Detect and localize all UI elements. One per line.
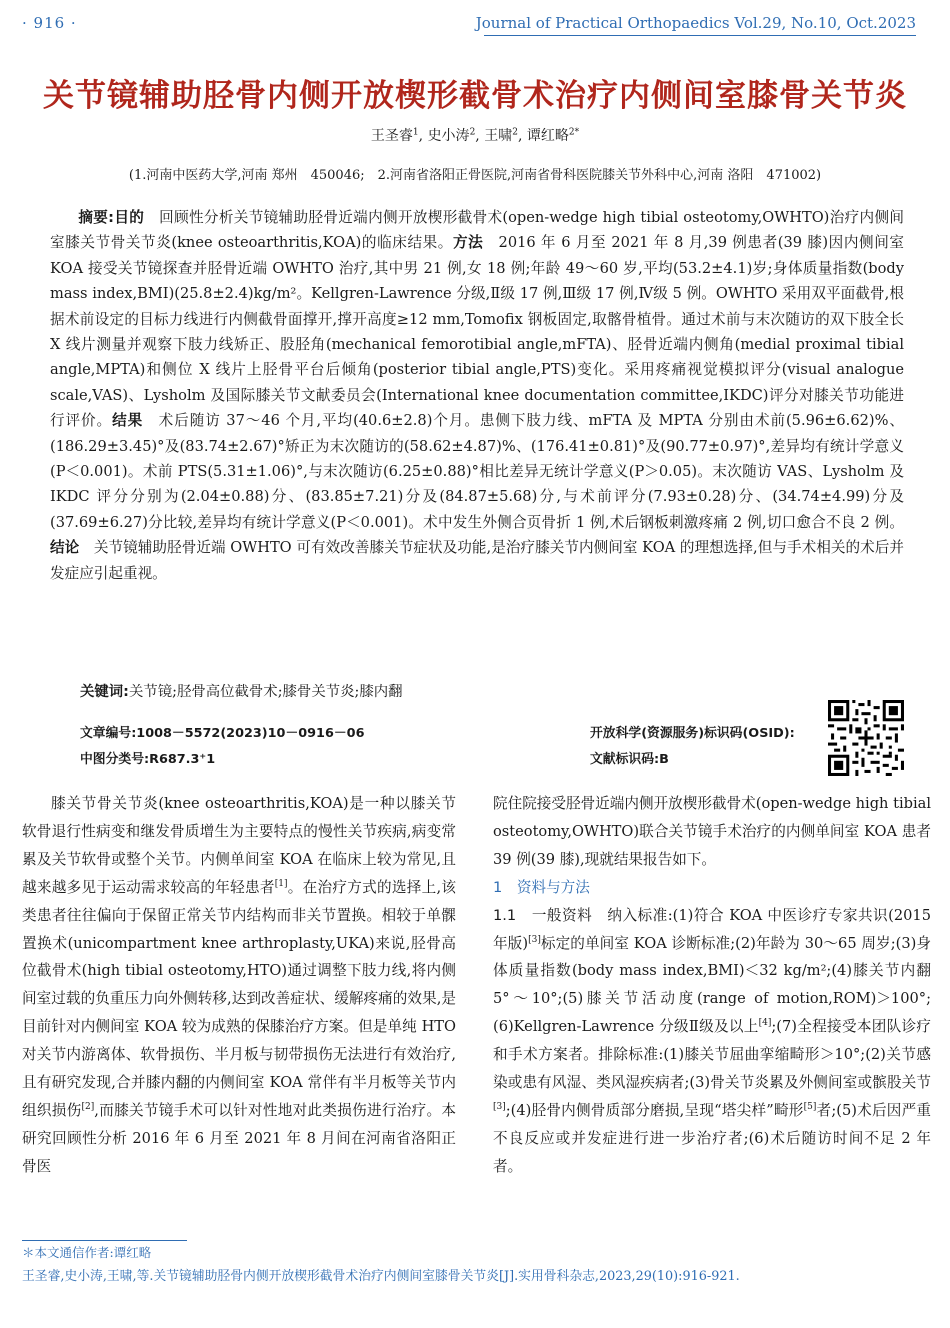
subsection-heading: 1.1 一般资料 (493, 906, 593, 924)
qr-code-icon (828, 700, 904, 776)
author-sup: 1 (412, 127, 419, 138)
conclusion-label: 结论 (50, 539, 80, 557)
body-paragraph (493, 902, 931, 1181)
methods-text: 2016 年 6 月至 2021 年 8 月,39 例患者(39 膝)因内侧间室 KOA 接受关节镜探查并胫骨近端 OWHTO 治疗,其中男 21 例,女 18 例;年龄 49～60 岁,平均(53.2±4.1)岁;身体质量指数(body mass index,BMI)(25.8±2.4)kg/m²。Kellgren-Lawrence 分级,Ⅱ级 17 例,Ⅲ级 17 例,Ⅳ级 5 例。OWHTO 采用双平面截骨,根据术前设定的目标力线进行内侧截骨面撑开,撑开高度≥12 mm,Tomofix 钢板固定,取髂骨植骨。通过术前与末次随访的双下肢全长 X 线片测量并观察下肢力线矫正、股胫角(mechanical femorotibial angle,mFTA)、胫骨近端内侧角(medial proximal tibial angle,MPTA)和侧位 X 线片上胫骨平台后倾角(posterior tibial angle,PTS)变化。采用疼痛视觉模拟评分(visual analogue scale,VAS)、Lysholm 及国际膝关节文献委员会(International knee documentation committee,IKDC)评分对膝关节功能进行评价。 (50, 234, 904, 430)
classification-number: 中图分类号:R687.3⁺1 (80, 752, 216, 767)
author-list: 王圣睿$^1$, 史小涛$^2$, 王啸$^2$, 谭红略$^{2*}$ (370, 127, 580, 144)
article-title: 关节镜辅助胫骨内侧开放楔形截骨术治疗内侧间室膝骨关节炎 (43, 78, 907, 114)
osid-label: 开放科学(资源服务)标识码(OSID): (590, 726, 795, 741)
body-text: 。在治疗方式的选择上,该类患者往往偏向于保留正常关节内结构而非关节置换。相较于单髁置换术(unicompartment knee arthroplasty,UKA)来说,胫骨高位截骨术(high tibial osteotomy,HTO)通过调整下肢力线,将内侧间室过载的负重压力向外侧转移,达到改善症状、缓解疼痛的效果,是目前针对内侧间室 KOA 较为成熟的保膝治疗方案。但是单纯 HTO 对关节内游离体、软骨损伤、半月板与韧带损伤无法进行有效治疗,且有研究发现,合并膝内翻的内侧间室 KOA 常伴有半月板等关节内组织损伤 (22, 878, 456, 1119)
author-name: 王啸 (484, 128, 513, 144)
citation-ref: [4] (758, 1018, 772, 1029)
keywords-label: 关键词: (80, 684, 129, 700)
citation-ref: [2] (81, 1101, 95, 1112)
author-name: 史小涛 (427, 128, 470, 144)
body-paragraph: 院住院接受胫骨近端内侧开放楔形截骨术(open-wedge high tibial osteotomy,OWHTO)联合关节镜手术治疗的内侧单间室 KOA 患者 39 例(39 膝),现就结果报告如下。 (493, 795, 931, 868)
header-rule (484, 35, 916, 36)
citation-note: 王圣睿,史小涛,王啸,等.关节镜辅助胫骨内侧开放楔形截骨术治疗内侧间室膝骨关节炎[J].实用骨科杂志,2023,29(10):916-921. (22, 1269, 740, 1284)
author-name: 谭红略 (526, 128, 569, 144)
body-text: 标定的单间室 KOA 诊断标准;(2)年龄为 30～65 周岁;(3)身体质量指数(body mass index,BMI)＜32 kg/m²;(4)膝关节内翻 5°～10°;(5)膝关节活动度(range of motion,ROM)＞100°;(6)Kellgren-Lawrence 分级Ⅱ级及以上 (493, 934, 932, 1036)
section-heading: 1 资料与方法 (493, 878, 590, 896)
author-sup: 2 (469, 127, 476, 138)
author-name: 王圣睿 (370, 128, 413, 144)
abstract-label: 摘要: (78, 209, 115, 226)
keywords-text: 关节镜;胫骨高位截骨术;膝骨关节炎;膝内翻 (128, 684, 403, 700)
affiliation: (1.河南中医药大学,河南 郑州 450046; 2.河南省洛阳正骨医院,河南省骨科医院膝关节外科中心,河南 洛阳 471002) (128, 168, 822, 183)
objective-text: 回顾性分析关节镜辅助胫骨近端内侧开放楔形截骨术(open-wedge high tibial osteotomy,OWHTO)治疗内侧间室膝关节骨关节炎(knee osteoarthritis,KOA)的临床结果。 (50, 209, 904, 252)
corresponding-author-note: ＊本文通信作者:谭红略 (22, 1245, 152, 1260)
author-sup: 2* (568, 127, 580, 138)
keywords (80, 680, 403, 701)
citation-ref: [3] (528, 934, 541, 945)
document-code: 文献标识码:B (590, 752, 669, 767)
body-text: ;(7)全程接受本团队诊疗和手术方案者。排除标准:(1)膝关节屈曲挛缩畸形＞10°;(2)关节感染或患有风湿、类风湿疾病者;(3)骨关节炎累及外侧间室或髌股关节 (493, 1018, 931, 1092)
footnote-rule (22, 1240, 187, 1241)
objective-label: 目的 (114, 209, 145, 226)
citation-ref: [5] (803, 1101, 817, 1112)
citation-ref: [1] (274, 878, 288, 889)
methods-label: 方法 (452, 234, 484, 252)
body-paragraph (22, 790, 456, 1181)
body-left-column (22, 790, 456, 1181)
results-text: 术后随访 37～46 个月,平均(40.6±2.8)个月。患侧下肢力线、mFTA 及 MPTA 分别由术前(5.96±6.62)%、(186.29±3.45)°及(83.74±2.67)°矫正为末次随访的(58.62±4.87)%、(176.41±0.81)°及(90.77±0.97)°,差异均有统计学意义(P＜0.001)。术前 PTS(5.31±1.06)°,与末次随访(6.25±0.88)°相比差异无统计学意义(P＞0.05)。末次随访 VAS、Lysholm 及 IKDC 评分分别为(2.04±0.88)分、(83.85±7.21)分及(84.87±5.68)分,与术前评分(7.93±0.28)分、(34.74±4.99)分及(37.69±6.27)分比较,差异均有统计学意义(P＜0.001)。术中发生外侧合页骨折 1 例,术后钢板刺激疼痛 2 例,切口愈合不良 2 例。 (50, 412, 904, 531)
body-text: 膝关节骨关节炎(knee osteoarthritis,KOA)是一种以膝关节软骨退行性病变和继发骨质增生为主要特点的慢性关节疾病,病变常累及关节软骨或整个关节。内侧单间室 KOA 在临床上较为常见,且越来越多见于运动需求较高的年轻患者 (22, 795, 456, 896)
body-text: ,而膝关节镜手术可以针对性地对此类损伤进行治疗。本研究回顾性分析 2016 年 6 月至 2021 年 8 月间在河南省洛阳正骨医 (22, 1101, 456, 1175)
journal-header: Journal of Practical Orthopaedics Vol.29, No.10, Oct.2023 (475, 14, 916, 32)
body-text: ;(4)胫骨内侧骨质部分磨损,呈现“塔尖样”畸形 (505, 1101, 804, 1119)
body-right-column (493, 790, 931, 1181)
body-text: 纳入标准:(1)符合 KOA 中医诊疗专家共识(2015 年版) (493, 906, 931, 952)
article-number: 文章编号:1008－5572(2023)10－0916－06 (80, 726, 365, 741)
citation-ref: [3] (493, 1101, 506, 1112)
body-text: 者;(5)术后因严重不良反应或并发症进行进一步治疗者;(6)术后随访时间不足 2 年者。 (493, 1101, 932, 1175)
conclusion-text: 关节镜辅助胫骨近端 OWHTO 可有效改善膝关节症状及功能,是治疗膝关节内侧间室 KOA 的理想选择,但与手术相关的术后并发症应引起重视。 (50, 539, 904, 582)
results-label: 结果 (112, 412, 144, 430)
page-number: · 916 · (22, 14, 77, 32)
abstract (50, 205, 904, 586)
author-sup: 2 (512, 127, 518, 138)
